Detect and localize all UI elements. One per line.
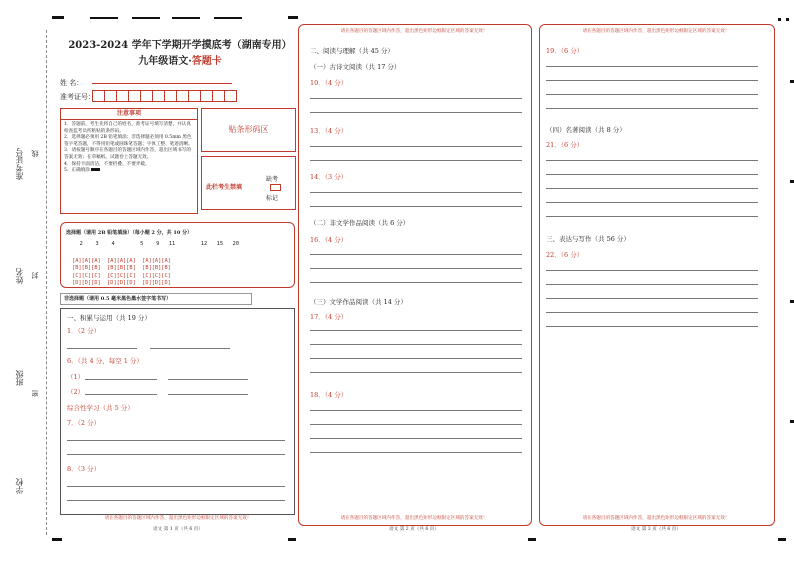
answer-line[interactable] <box>310 112 522 113</box>
bubble-row-c[interactable]: [C][C][C] [C][C][C] [C][C][C] <box>72 272 171 279</box>
notice-box <box>60 108 198 214</box>
sec2-heading: 二、阅读与理解（共 45 分） <box>310 47 394 55</box>
answer-line[interactable] <box>310 424 522 425</box>
answer-line[interactable] <box>546 202 758 203</box>
q6b-label: （2） <box>67 388 85 396</box>
answer-line[interactable] <box>168 379 248 380</box>
answer-line[interactable] <box>546 326 758 327</box>
timing-mark <box>778 538 786 541</box>
answer-line[interactable] <box>546 270 758 271</box>
answer-line[interactable] <box>546 160 758 161</box>
absent-line2: 标记 <box>266 195 279 202</box>
timing-mark <box>52 538 62 541</box>
subtitle-suffix: 答题卡 <box>191 56 222 67</box>
answer-line[interactable] <box>150 348 230 349</box>
q6a-label: （1） <box>67 373 85 381</box>
page-title: 2023-2024 学年下学期开学摸底考（湖南专用） <box>68 40 292 51</box>
page-subtitle <box>62 52 298 67</box>
answer-line[interactable] <box>546 284 758 285</box>
timing-mark <box>778 18 781 21</box>
notice-item <box>64 168 194 175</box>
sub4-heading: （四）名著阅读（共 8 分） <box>546 126 626 134</box>
answer-line[interactable] <box>310 282 522 283</box>
q10-label: 10．（4 分） <box>310 79 348 87</box>
cut-mark: 线 <box>31 150 39 157</box>
q21-label: 21．（6 分） <box>546 141 584 149</box>
answer-line[interactable] <box>67 454 285 455</box>
answer-line[interactable] <box>546 80 758 81</box>
footer-page3: 语文 第 3 页（共 6 页） <box>631 527 681 532</box>
answer-line[interactable] <box>310 372 522 373</box>
name-label: 姓 名： <box>60 79 84 87</box>
warning-text: 请在各题目的答题区域内作答，超出黑色矩形边框限定区域的答案无效！ <box>104 516 252 521</box>
absent-checkbox[interactable] <box>270 184 281 191</box>
answer-line[interactable] <box>546 108 758 109</box>
side-label-class: 班级 <box>15 370 24 386</box>
col2-answer-box <box>298 24 532 526</box>
timing-mark <box>172 17 200 19</box>
answer-line[interactable] <box>546 216 758 217</box>
sec3-heading: 三、表达与写作（共 56 分） <box>546 235 630 243</box>
notice-heading: 注意事项 <box>61 109 197 120</box>
answer-line[interactable] <box>310 344 522 345</box>
bubble-row-a[interactable]: [A][A][A] [A][A][A] [A][A][A] <box>72 257 171 264</box>
zh-label: 综合性学习（共 5 分） <box>67 404 134 412</box>
side-label-id: 准考证号 <box>15 148 24 180</box>
notice-item-text: 5．正确填涂 <box>64 168 90 174</box>
absent-label: 此栏考生禁填 <box>206 184 243 191</box>
q6-label: 6．（共 4 分，每空 1 分） <box>67 357 143 365</box>
answer-line[interactable] <box>546 174 758 175</box>
cut-mark: 封 <box>31 272 39 279</box>
q7-label: 7．（2 分） <box>67 419 101 427</box>
answer-line[interactable] <box>310 410 522 411</box>
q17-label: 17．（4 分） <box>310 313 348 321</box>
answer-line[interactable] <box>546 298 758 299</box>
nonchoice-heading: 非选择题（请用 0.5 毫米黑色墨水签字笔书写） <box>64 296 172 302</box>
answer-line[interactable] <box>546 66 758 67</box>
answer-line[interactable] <box>85 379 157 380</box>
q14-label: 14．（3 分） <box>310 173 348 181</box>
bubble-row-d[interactable]: [D][D][D] [D][D][D] [D][D][D] <box>72 280 171 287</box>
notice-item: 2．选择题必须用 2B 铅笔填涂；非选择题必须用 0.5mm 黑色签字笔答题，不得用铅笔或圆珠笔答题；字体工整、笔迹清晰。 <box>64 135 193 147</box>
answer-line[interactable] <box>85 394 157 395</box>
side-label-school: 学校 <box>15 478 24 494</box>
timing-mark <box>288 16 298 19</box>
warning-text: 请在各题目的答题区域内作答，超出黑色矩形边框限定区域的答案无效！ <box>582 516 730 521</box>
answer-line[interactable] <box>546 188 758 189</box>
sub3-heading: （三）文学作品阅读（共 14 分） <box>310 298 407 306</box>
binding-line <box>46 30 47 535</box>
answer-line[interactable] <box>546 312 758 313</box>
q19-label: 19．（6 分） <box>546 47 584 55</box>
cut-mark: 密 <box>31 390 39 397</box>
timing-mark <box>288 538 296 541</box>
choice-bubbles[interactable] <box>72 250 171 288</box>
sub2-heading: （二）非文学作品阅读（共 6 分） <box>310 219 410 227</box>
subtitle-prefix: 九年级语文· <box>138 56 192 67</box>
warning-text: 请在各题目的答题区域内作答，超出黑色矩形边框限定区域的答案无效！ <box>582 29 730 34</box>
absent-line1: 缺考 <box>266 176 279 183</box>
answer-line[interactable] <box>310 146 522 147</box>
warning-text: 请在各题目的答题区域内作答，超出黑色矩形边框限定区域的答案无效！ <box>340 516 488 521</box>
notice-item: 3．请按题号顺序在各题目的答题区域内作答，超出区域书写的答案无效；在草稿纸、试题卷上答题无效。 <box>64 148 191 160</box>
answer-line[interactable] <box>310 254 522 255</box>
absent-box <box>201 156 296 210</box>
id-digit-box[interactable] <box>224 90 237 102</box>
q18-label: 18．（4 分） <box>310 391 348 399</box>
timing-mark <box>790 80 794 83</box>
barcode-area: 贴条形码区 <box>201 108 296 152</box>
q22-label: 22．（6 分） <box>546 251 584 259</box>
answer-line[interactable] <box>310 438 522 439</box>
timing-mark <box>790 420 794 423</box>
timing-mark <box>52 16 64 19</box>
bubble-row-b[interactable]: [B][B][B] [B][B][B] [B][B][B] <box>72 265 171 272</box>
answer-line[interactable] <box>310 268 522 269</box>
timing-mark <box>214 17 242 19</box>
answer-line[interactable] <box>310 98 522 99</box>
id-label: 准考证号： <box>60 93 95 101</box>
answer-line[interactable] <box>310 160 522 161</box>
answer-line[interactable] <box>310 358 522 359</box>
timing-mark <box>790 300 794 303</box>
choice-numbers: 2 3 4 5 9 11 12 15 20 <box>70 241 240 247</box>
q16-label: 16．（4 分） <box>310 236 348 244</box>
timing-mark <box>786 18 789 21</box>
answer-line[interactable] <box>67 440 285 441</box>
answer-line[interactable] <box>67 348 137 349</box>
answer-line[interactable] <box>546 94 758 95</box>
footer-page2: 语文 第 2 页（共 6 页） <box>389 527 439 532</box>
sec1-heading: 一、积累与运用（共 19 分） <box>67 314 151 322</box>
choice-heading: 选择题（请用 2B 铅笔填涂）（每小题 2 分，共 10 分） <box>66 230 193 236</box>
warning-text: 请在各题目的答题区域内作答，超出黑色矩形边框限定区域的答案无效！ <box>340 29 488 34</box>
timing-mark <box>790 180 794 183</box>
q1-label: 1．（2 分） <box>67 327 101 335</box>
answer-line[interactable] <box>310 452 522 453</box>
timing-mark <box>132 17 160 19</box>
filled-example <box>91 168 100 171</box>
answer-line[interactable] <box>310 330 522 331</box>
answer-line[interactable] <box>310 206 522 207</box>
timing-mark <box>90 17 118 19</box>
answer-line[interactable] <box>168 394 248 395</box>
sub1-heading: （一）古诗文阅读（共 17 分） <box>310 63 401 71</box>
answer-line[interactable] <box>67 486 285 487</box>
notice-item: 1．答题前，考生先将自己的姓名，准考证号填写清楚，并认真检查监考员所粘贴的条形码。 <box>64 122 191 134</box>
answer-line[interactable] <box>67 500 285 501</box>
q13-label: 13．（4 分） <box>310 127 348 135</box>
timing-mark <box>528 538 536 541</box>
q8-label: 8．（3 分） <box>67 465 101 473</box>
name-field[interactable] <box>92 83 232 84</box>
footer-page1: 语文 第 1 页（共 6 页） <box>153 527 203 532</box>
side-label-name: 姓名 <box>15 268 24 284</box>
notice-item: 4．保持卡面清洁，不要折叠、不要弄破。 <box>64 161 150 167</box>
answer-line[interactable] <box>310 192 522 193</box>
col3-answer-box <box>539 24 775 526</box>
